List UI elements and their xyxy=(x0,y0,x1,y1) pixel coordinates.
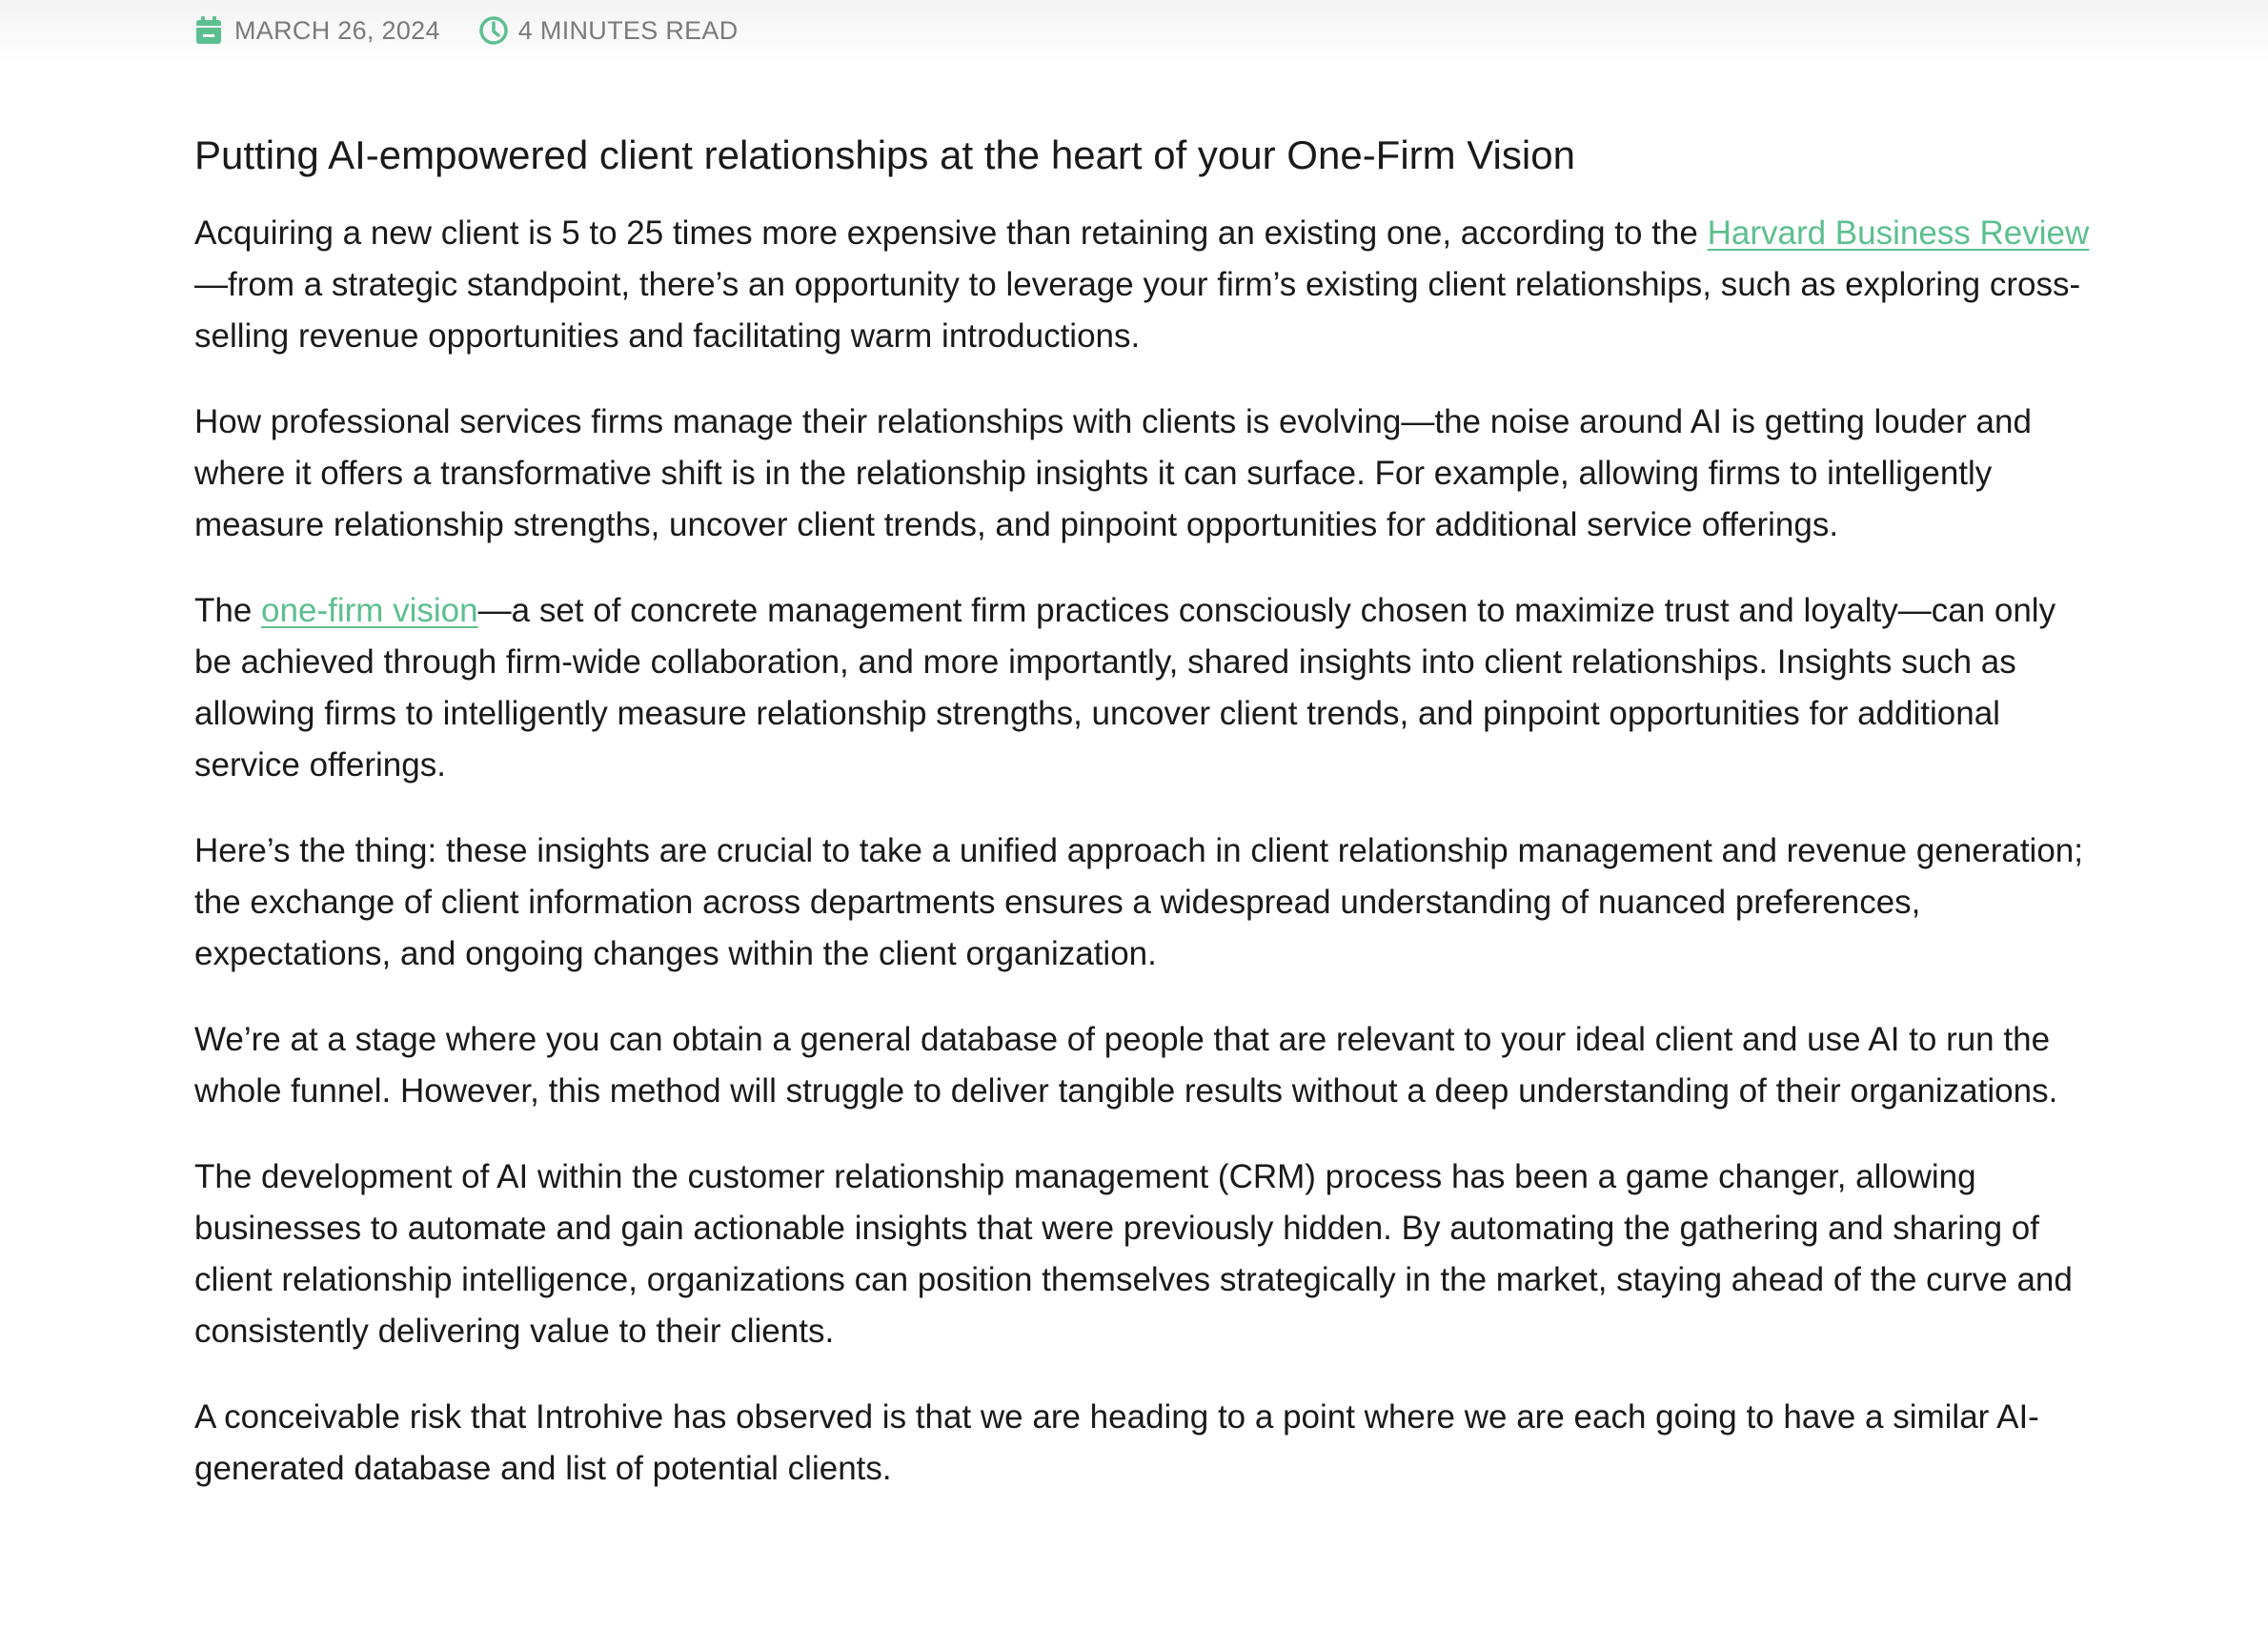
paragraph-3 xyxy=(194,585,2091,791)
one-firm-vision-link[interactable]: one-firm vision xyxy=(261,592,478,629)
paragraph-5: We’re at a stage where you can obtain a general database of people that are relevant to your ideal client and use AI to run the whole funnel. However, this method will struggle to deliver tangible results without a deep understanding of their organizations. xyxy=(194,1021,2058,1110)
article-meta-bar xyxy=(0,0,2268,63)
read-time xyxy=(478,15,739,46)
publish-date-text: MARCH 26, 2024 xyxy=(234,15,440,45)
paragraph-1-text-a: Acquiring a new client is 5 to 25 times more expensive than retaining an existing one, according to the xyxy=(194,214,1708,252)
calendar-icon xyxy=(194,15,223,46)
paragraph-1 xyxy=(194,208,2091,362)
paragraph-3-text-a: The xyxy=(194,592,262,629)
read-time-text: 4 MINUTES READ xyxy=(517,15,739,45)
paragraph-1-text-b: —from a strategic standpoint, there’s an opportunity to leverage your firm’s existing client relationships, such as exploring cross-selling revenue opportunities and facilitating warm introductions. xyxy=(194,266,2081,355)
paragraph-2: How professional services firms manage their relationships with clients is evolving—the noise around AI is getting louder and where it offers a transformative shift is in the relationship insights it can surface. For example, allowing firms to intelligently measure relationship strengths, uncover client trends, and pinpoint opportunities for additional service offerings. xyxy=(194,403,2032,543)
paragraph-4: Here’s the thing: these insights are crucial to take a unified approach in client relationship management and revenue generation; the exchange of client information across departments ensures a widespread understanding of nuanced preferences, expectations, and ongoing changes within the client organization. xyxy=(194,832,2083,972)
publish-date xyxy=(194,15,440,46)
article-body xyxy=(194,122,2091,1529)
article-heading: Putting AI-empowered client relationships at the heart of your One-Firm Vision xyxy=(194,132,1575,177)
harvard-business-review-link[interactable]: Harvard Business Review xyxy=(1707,214,2090,252)
clock-icon xyxy=(478,15,507,46)
paragraph-7: A conceivable risk that Introhive has observed is that we are heading to a point where we are each going to have a similar AI-generated database and list of potential clients. xyxy=(194,1398,2039,1487)
paragraph-3-text-b: —a set of concrete management firm practices consciously chosen to maximize trust and loyalty—can only be achieved through firm-wide collaboration, and more importantly, shared insights into client relationships. Insights such as allowing firms to intelligently measure relationship strengths, uncover client trends, and pinpoint opportunities for additional service offerings. xyxy=(194,592,2056,784)
paragraph-6: The development of AI within the customer relationship management (CRM) process has been a game changer, allowing businesses to automate and gain actionable insights that were previously hidden. By automating the gathering and sharing of client relationship intelligence, organizations can position themselves strategically in the market, staying ahead of the curve and consistently delivering value to their clients. xyxy=(194,1158,2073,1350)
article-meta xyxy=(194,14,739,47)
